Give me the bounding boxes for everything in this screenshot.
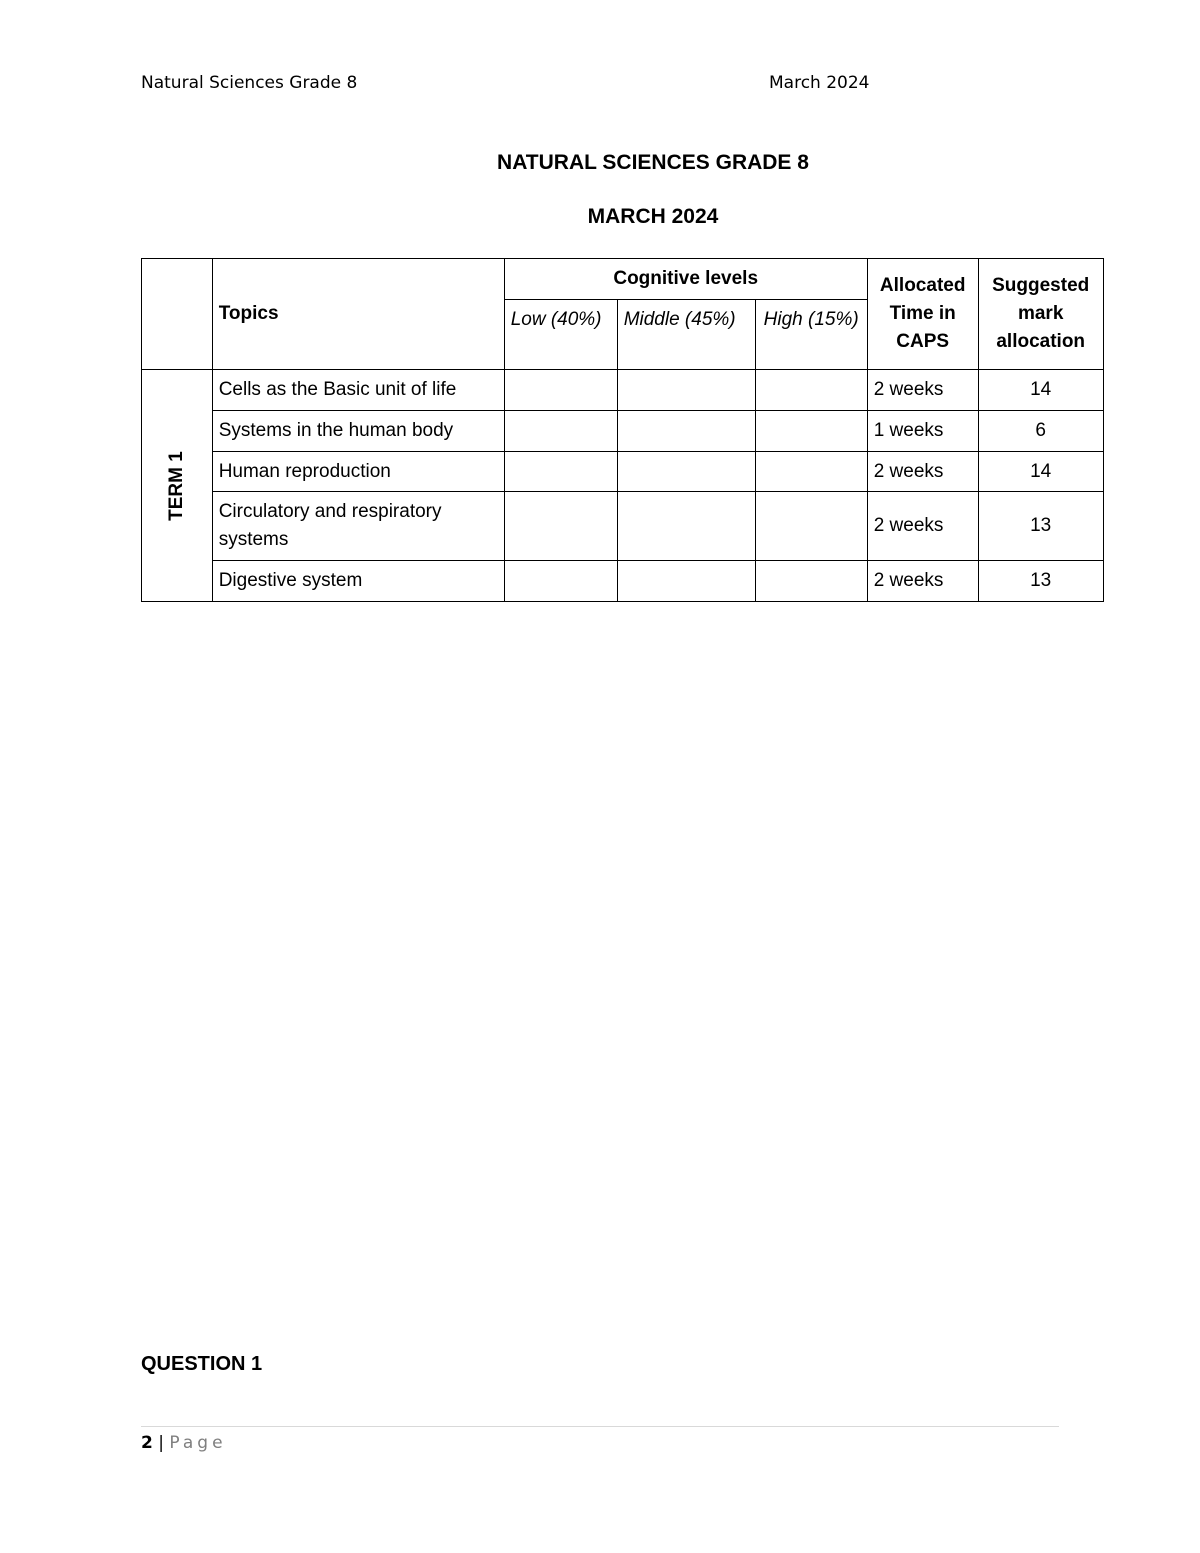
topic-cell: Cells as the Basic unit of life	[212, 370, 504, 411]
time-cell: 2 weeks	[867, 492, 978, 561]
marks-cell: 6	[978, 411, 1103, 452]
middle-cell	[617, 561, 755, 602]
table-row	[142, 411, 1104, 452]
table-row	[142, 561, 1104, 602]
low-cell	[504, 370, 617, 411]
middle-level-header: Middle (45%)	[617, 300, 755, 370]
marks-cell: 14	[978, 370, 1103, 411]
topic-cell: Human reproduction	[212, 452, 504, 492]
topic-cell: Circulatory and respiratory systems	[212, 492, 504, 561]
high-cell	[755, 411, 867, 452]
term-cell	[142, 370, 213, 602]
footer-divider	[141, 1426, 1059, 1427]
low-cell	[504, 452, 617, 492]
header-right-text: March 2024	[769, 73, 870, 93]
page-footer	[141, 1433, 227, 1453]
footer-separator: |	[158, 1433, 164, 1453]
marks-cell: 13	[978, 492, 1103, 561]
high-cell	[755, 370, 867, 411]
time-cell: 2 weeks	[867, 452, 978, 492]
middle-cell	[617, 411, 755, 452]
time-cell: 2 weeks	[867, 370, 978, 411]
marks-cell: 14	[978, 452, 1103, 492]
document-title: NATURAL SCIENCES GRADE 8	[497, 151, 809, 174]
topic-cell: Systems in the human body	[212, 411, 504, 452]
allocated-time-header: Allocated Time in CAPS	[867, 259, 978, 370]
term-label: TERM 1	[165, 450, 187, 521]
page-label: Page	[169, 1433, 227, 1453]
topics-header: Topics	[212, 259, 504, 370]
middle-cell	[617, 492, 755, 561]
low-level-header: Low (40%)	[504, 300, 617, 370]
term-header-blank-cell	[142, 259, 213, 370]
page-number: 2	[141, 1433, 153, 1453]
low-cell	[504, 492, 617, 561]
middle-cell	[617, 370, 755, 411]
table-row	[142, 452, 1104, 492]
question-heading: QUESTION 1	[141, 1353, 263, 1375]
table-row	[142, 370, 1104, 411]
high-level-header: High (15%)	[755, 300, 867, 370]
time-cell: 1 weeks	[867, 411, 978, 452]
mark-allocation-table	[141, 258, 1104, 602]
marks-cell: 13	[978, 561, 1103, 602]
high-cell	[755, 492, 867, 561]
cognitive-levels-header: Cognitive levels	[504, 259, 867, 300]
document-subtitle: MARCH 2024	[587, 205, 719, 228]
table-row	[142, 492, 1104, 561]
time-cell: 2 weeks	[867, 561, 978, 602]
table-header-row-1	[142, 259, 1104, 300]
low-cell	[504, 561, 617, 602]
low-cell	[504, 411, 617, 452]
suggested-mark-header: Suggested mark allocation	[978, 259, 1103, 370]
high-cell	[755, 452, 867, 492]
high-cell	[755, 561, 867, 602]
middle-cell	[617, 452, 755, 492]
topic-cell: Digestive system	[212, 561, 504, 602]
header-left-text: Natural Sciences Grade 8	[141, 73, 358, 93]
